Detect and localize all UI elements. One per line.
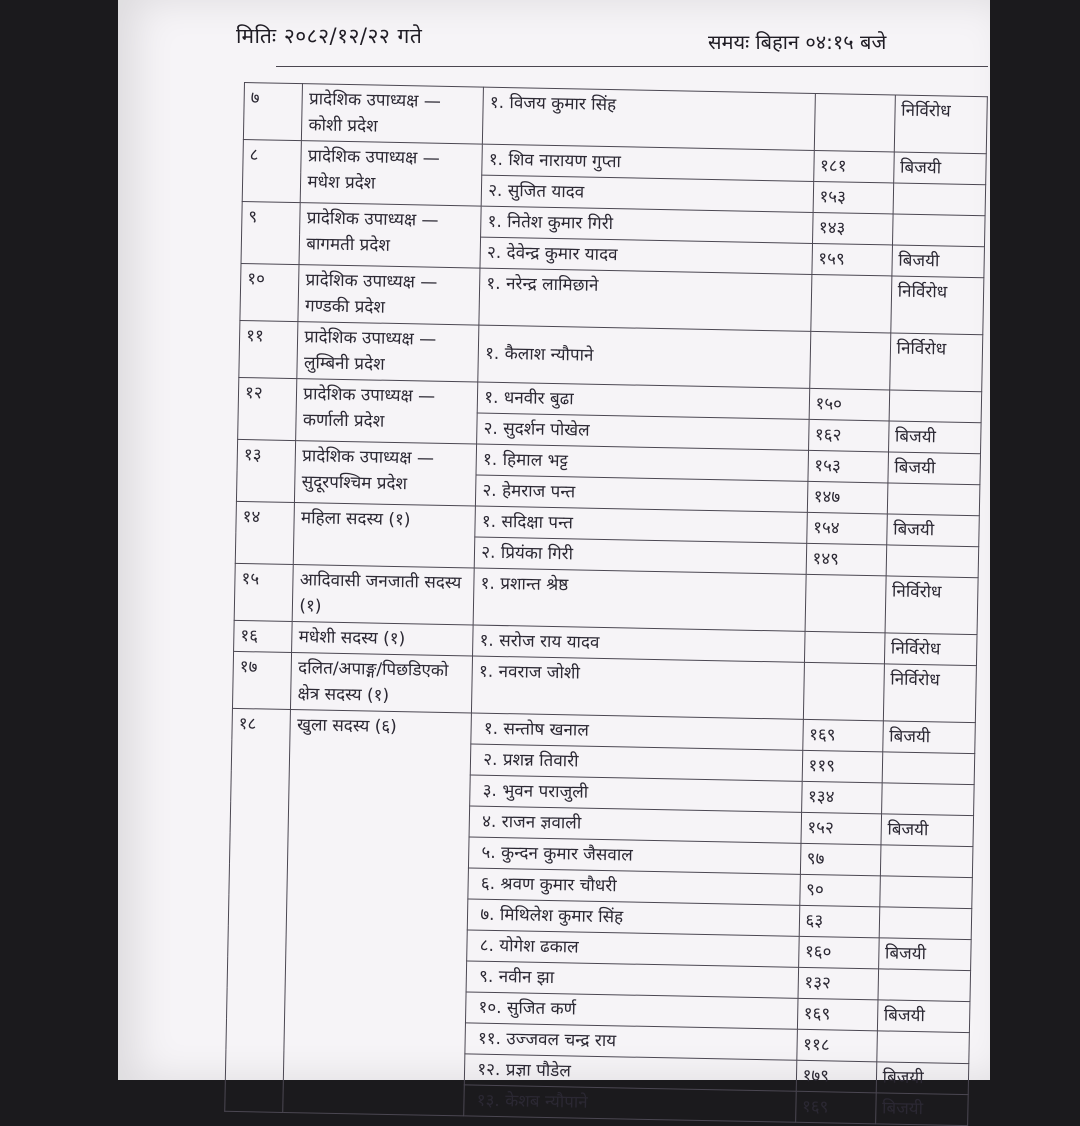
post-cell: प्रादेशिक उपाध्यक्ष — सुदूरपश्चिम प्रदेश	[295, 441, 477, 506]
votes-cell: १४७	[807, 481, 888, 514]
candidate-cell: १३. केशब न्यौपाने	[464, 1085, 796, 1122]
serial-cell: ८	[242, 139, 302, 202]
votes-cell: १५४	[806, 512, 887, 545]
votes-cell	[805, 574, 886, 633]
votes-cell: १५३	[813, 181, 894, 214]
result-cell: बिजयी	[881, 814, 974, 847]
result-cell	[878, 969, 971, 1002]
result-cell	[893, 183, 986, 216]
votes-cell: १३२	[798, 967, 879, 1000]
votes-cell	[809, 331, 890, 390]
votes-cell	[804, 631, 885, 664]
votes-cell: ६३	[799, 905, 880, 938]
post-cell: मधेशी सदस्य (१)	[292, 622, 473, 656]
votes-cell: १५२	[801, 812, 882, 845]
votes-cell: ९०	[799, 874, 880, 907]
post-cell: प्रादेशिक उपाध्यक्ष — कोशी प्रदेश	[302, 84, 484, 144]
candidate-cell: १. कैलाश न्यौपाने	[478, 325, 810, 388]
candidate-cell: १. नरेन्द्र लामिछाने	[479, 268, 811, 331]
result-cell	[882, 752, 975, 785]
result-cell	[879, 876, 972, 909]
votes-cell: १६०	[798, 936, 879, 969]
result-cell: बिजयी	[876, 1062, 969, 1095]
serial-cell: १८	[225, 708, 291, 1112]
result-cell: निर्विरोध	[890, 276, 983, 335]
serial-cell: १२	[238, 377, 298, 440]
votes-cell: १७९	[796, 1060, 877, 1093]
votes-cell: १५३	[807, 450, 888, 483]
candidate-cell: १०. सुजित कर्ण	[466, 992, 798, 1029]
results-table	[224, 82, 988, 1126]
serial-cell: १३	[236, 439, 296, 502]
votes-cell: १५९	[811, 243, 892, 276]
serial-cell: १७	[232, 651, 291, 709]
result-cell	[889, 390, 982, 423]
votes-cell: १३४	[801, 781, 882, 814]
candidate-cell: ५. कुन्दन कुमार जैसवाल	[469, 837, 801, 874]
candidate-cell: १. हिमाल भट्ट	[476, 444, 808, 481]
candidate-cell: २. हेमराज पन्त	[476, 475, 808, 512]
serial-cell: १४	[235, 501, 295, 564]
votes-cell: १५०	[809, 388, 890, 421]
result-cell	[876, 1031, 969, 1064]
votes-cell: १४९	[806, 543, 887, 576]
result-cell: निर्विरोध	[894, 95, 987, 154]
result-cell: बिजयी	[877, 1000, 970, 1033]
candidate-cell: १. शिव नारायण गुप्ता	[482, 144, 814, 181]
result-cell: बिजयी	[892, 245, 985, 278]
candidate-cell: २. सुदर्शन पोखेल	[477, 413, 809, 450]
post-cell: प्रादेशिक उपाध्यक्ष — मधेश प्रदेश	[301, 141, 483, 206]
post-cell: प्रादेशिक उपाध्यक्ष — कर्णाली प्रदेश	[296, 379, 478, 444]
votes-cell: १४३	[812, 212, 893, 245]
result-cell	[887, 483, 980, 516]
post-cell: खुला सदस्य (६)	[283, 710, 472, 1116]
time-heading: समयः बिहान ०४:१५ बजे	[708, 30, 887, 54]
result-cell: बिजयी	[893, 152, 986, 185]
result-cell: बिजयी	[875, 1093, 968, 1126]
votes-cell	[803, 662, 884, 721]
votes-cell: १६९	[797, 998, 878, 1031]
post-cell: आदिवासी जनजाती सदस्य (१)	[293, 565, 475, 625]
result-cell: बिजयी	[882, 721, 975, 754]
header-rule	[276, 66, 988, 67]
candidate-cell: ६. श्रवण कुमार चौधरी	[468, 868, 800, 905]
candidate-cell: ३. भुवन पराजुली	[470, 775, 802, 812]
result-cell: निर्विरोध	[883, 664, 976, 723]
votes-cell	[810, 274, 891, 333]
result-cell: बिजयी	[878, 938, 971, 971]
candidate-cell: १. सन्तोष खनाल	[471, 713, 803, 750]
candidate-cell: २. प्रियंका गिरी	[474, 537, 806, 574]
votes-cell: १६९	[795, 1091, 876, 1124]
result-cell: निर्विरोध	[885, 576, 978, 635]
post-cell: महिला सदस्य (१)	[294, 503, 476, 568]
serial-cell: १०	[240, 263, 299, 321]
candidate-cell: १. प्रशान्त श्रेष्ठ	[473, 568, 805, 631]
result-cell	[880, 845, 973, 878]
result-cell	[886, 545, 979, 578]
post-cell: प्रादेशिक उपाध्यक्ष — लुम्बिनी प्रदेश	[297, 322, 479, 382]
result-cell: बिजयी	[888, 421, 981, 454]
result-cell: निर्विरोध	[884, 633, 977, 666]
candidate-cell: ७. मिथिलेश कुमार सिंह	[467, 899, 799, 936]
result-cell	[879, 907, 972, 940]
candidate-cell: ४. राजन ज्ञवाली	[469, 806, 801, 843]
votes-cell	[814, 93, 895, 152]
candidate-cell: १. नवराज जोशी	[472, 656, 804, 719]
candidate-cell: २. प्रशन्न तिवारी	[470, 744, 802, 781]
serial-cell: ७	[243, 83, 302, 141]
post-cell: प्रादेशिक उपाध्यक्ष — बागमती प्रदेश	[299, 203, 481, 268]
votes-cell: ११८	[796, 1029, 877, 1062]
post-cell: दलित/अपाङ्ग/पिछडिएको क्षेत्र सदस्य (१)	[291, 653, 473, 713]
serial-cell: ९	[241, 201, 301, 264]
candidate-cell: १. सरोज राय यादव	[473, 625, 805, 662]
candidate-cell: ८. योगेश ढकाल	[467, 930, 799, 967]
serial-cell: ११	[239, 320, 298, 378]
serial-cell: १६	[234, 620, 293, 652]
post-cell: प्रादेशिक उपाध्यक्ष — गण्डकी प्रदेश	[298, 265, 480, 325]
result-cell: बिजयी	[886, 514, 979, 547]
votes-cell: ११९	[802, 750, 883, 783]
date-heading: मितिः २०८२/१२/२२ गते	[236, 24, 423, 48]
candidate-cell: २. सुजित यादव	[481, 175, 813, 212]
votes-cell: ९७	[800, 843, 881, 876]
votes-cell: १६२	[808, 419, 889, 452]
result-cell: निर्विरोध	[889, 333, 982, 392]
votes-cell: १८१	[813, 150, 894, 183]
result-cell	[892, 214, 985, 247]
candidate-cell: १. नितेश कुमार गिरी	[481, 206, 813, 243]
candidate-cell: ११. उज्जवल चन्द्र राय	[465, 1023, 797, 1060]
candidate-cell: १. सदिक्षा पन्त	[475, 506, 807, 543]
candidate-cell: १. धनवीर बुढा	[477, 382, 809, 419]
candidate-cell: १. विजय कुमार सिंह	[483, 87, 815, 150]
candidate-cell: १२. प्रज्ञा पौडेल	[465, 1054, 797, 1091]
result-cell	[881, 783, 974, 816]
votes-cell: १६९	[802, 719, 883, 752]
candidate-cell: २. देवेन्द्र कुमार यादव	[480, 237, 812, 274]
result-cell: बिजयी	[888, 452, 981, 485]
candidate-cell: ९. नवीन झा	[466, 961, 798, 998]
serial-cell: १५	[234, 563, 293, 621]
